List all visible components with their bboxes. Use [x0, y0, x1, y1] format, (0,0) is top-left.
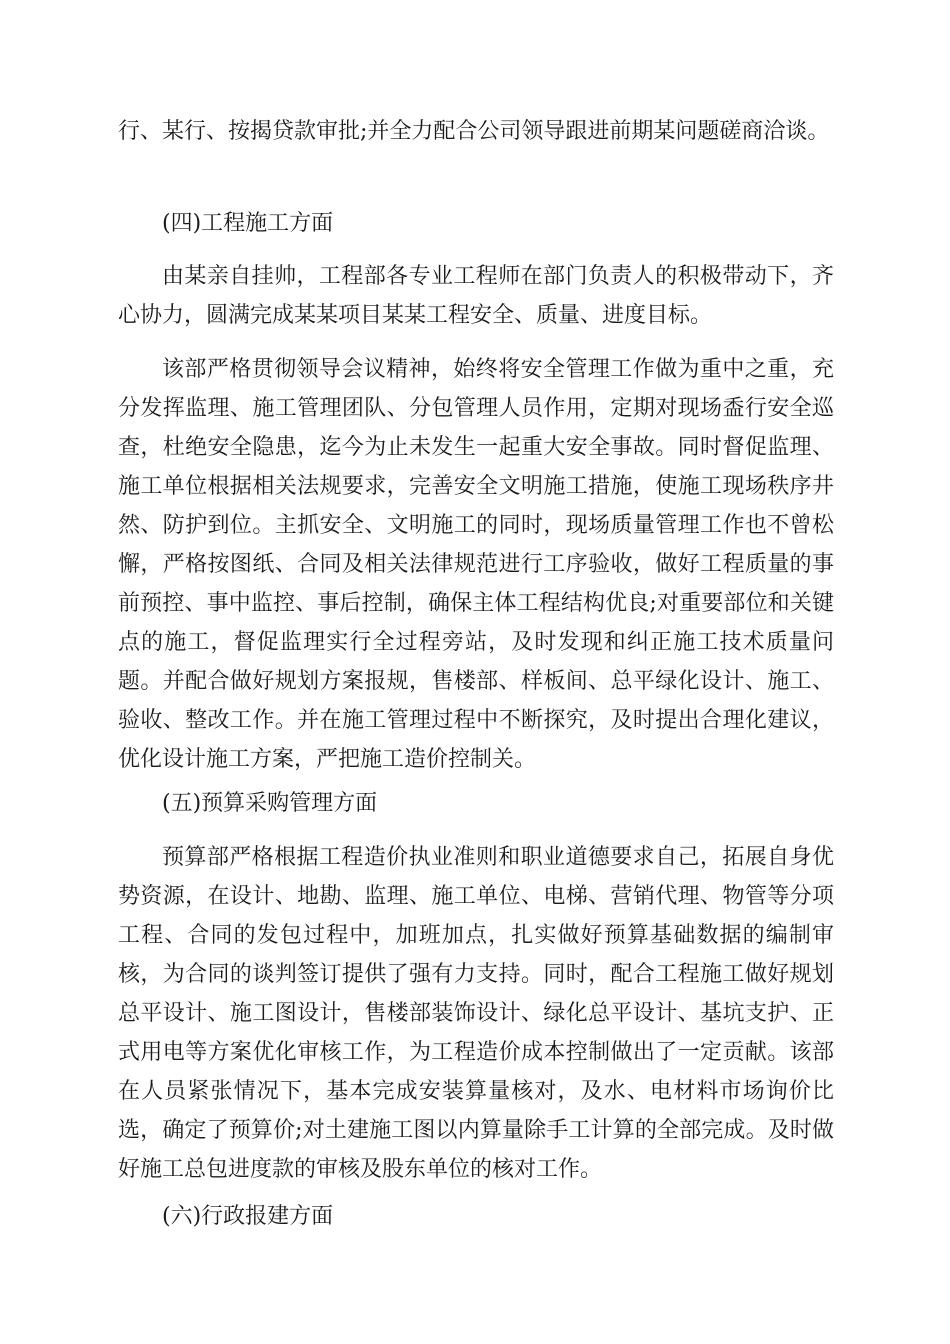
paragraph-loan-approval: 行、某行、按揭贷款审批;并全力配合公司领导跟进前期某问题磋商洽谈。 — [118, 119, 830, 144]
section-heading-administration: (六)行政报建方面 — [162, 1204, 334, 1229]
paragraph-safety-quality: 该部严格贯彻领导会议精神，始终将安全管理工作做为重中之重，充分发挥监理、施工管理团队、分包管理人员作用，定期对现场盉行安全巡查，杜绝安全隐患，迄今为止未发生一起重大安全事故。同时督促监理、施工单位根据相关法规要求，完善安全文明施工措施，使施工现场秩序井然、防护到位。主抓安全、文明施工的同时，现场质量管理工作也不曾松懈，严格按图纸、合同及相关法律规范进行工序验收，做好工程质量的事前预控、事中监控、事后控制，确保主体工程结构优良;对重要部位和关键点的施工，督促监理实行全过程旁站，及时发现和纠正施工技术质量问题。并配合做好规划方案报规，售楼部、样板间、总平绿化设计、施工、验收、整改工作。并在施工管理过程中不断探究，及时提出合理化建议，优化设计施工方案，严把施工造价控制关。 — [118, 357, 834, 772]
paragraph-engineering-team: 由某亲自挂帅，工程部各专业工程师在部门负责人的积极带动下，齐心协力，圆满完成某某项目某某工程安全、质量、进度目标。 — [118, 264, 834, 328]
section-heading-construction: (四)工程施工方面 — [162, 211, 334, 236]
paragraph-budget-department: 预算部严格根据工程造价执业准则和职业道德要求自己，拓展自身优势资源，在设计、地勘、监理、施工单位、电梯、营销代理、物管等分项工程、合同的发包过程中，加班加点，扎实做好预算基础数据的编制审核，为合同的谈判签订提供了强有力支持。同时，配合工程施工做好规划总平设计、施工图设计，售楼部装饰设计、绿化总平设计、基坑支护、正式用电等方案优化审核工作，为工程造价成本控制做出了一定贡献。该部在人员紧张情况下，基本完成安装算量核对，及水、电材料市场询价比选，确定了预算价;对土建施工图以内算量除手工计算的全部完成。及时做好施工总包进度款的审核及股东单位的核对工作。 — [118, 845, 834, 1182]
section-heading-budget-procurement: (五)预算采购管理方面 — [162, 791, 378, 816]
